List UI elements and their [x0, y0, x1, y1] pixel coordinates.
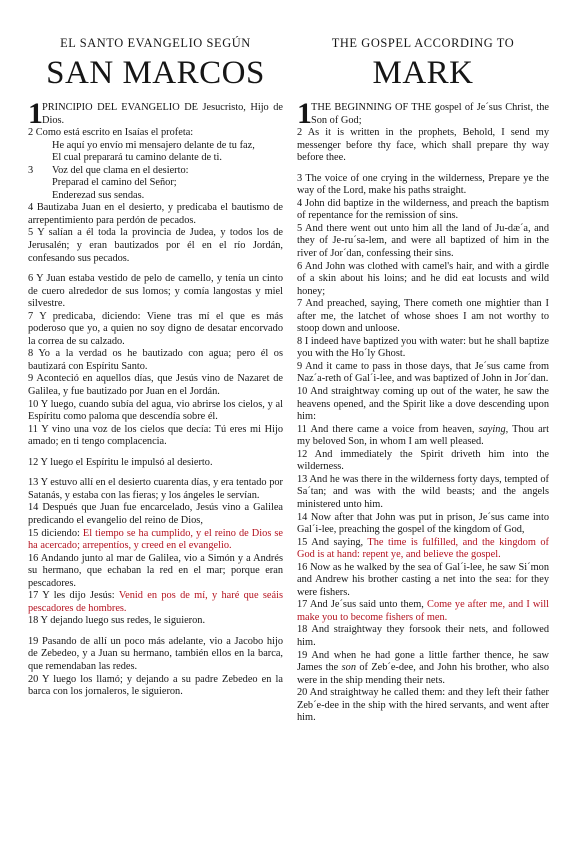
english-verse-19 [297, 650, 549, 688]
spanish-verse-3 [28, 165, 283, 203]
english-header [297, 36, 549, 102]
english-verse-15 [297, 537, 549, 562]
spanish-text [28, 97, 283, 699]
english-verse-11-italic: saying, [478, 423, 509, 435]
english-verse-6: 6 And John was clothed with camel's hair, and with a girdle of a skin about his loins; and he did eat locusts and wild honey; [297, 260, 549, 297]
spanish-verse-20: 20 Y luego los llamó; y dejando a su padre Zebedeo en la barca con los jornaleros, le siguieron. [28, 673, 283, 698]
english-verse-17-words-of-christ: Come ye after me, and I will make you to become fishers of men. [297, 599, 549, 623]
english-verse-15-words-of-christ: The time is fulfilled, and the kingdom of God is at hand: repent ye, and believe the gospel. [297, 536, 549, 561]
english-verse-19-part-1: 19 And when he had gone a little farther thence, he saw James the [297, 649, 549, 674]
english-verse-17 [297, 599, 549, 624]
spanish-verse-19: 19 Pasando de allí un poco más adelante, vio a Jacobo hijo de Zebedeo, y a Juan su hermano, también ellos en la barca, que remendaban las redes. [28, 635, 283, 672]
english-verse-1-text: THE BEGINNING OF THE gospel of Je´sus Christ, the Son of God; [311, 102, 549, 126]
spanish-verse-17 [28, 590, 283, 615]
english-text [297, 97, 549, 725]
english-verse-19-part-2: of Zeb´e-dee, and John his brother, who also were in the ship mending their nets. [297, 662, 549, 686]
spanish-header [28, 36, 283, 102]
spanish-verse-6: 6 Y Juan estaba vestido de pelo de camello, y tenía un cinto de cuero alrededor de sus lomos; y comía langostas y miel silvestre. [28, 273, 283, 310]
spanish-verse-14: 14 Después que Juan fue encarcelado, Jesús vino a Galilea predicando el evangelio del reino de Dios, [28, 502, 283, 526]
english-verse-19-italic: son [341, 662, 356, 674]
spanish-verse-15 [28, 528, 283, 553]
spanish-verse-5: 5 Y salían a él toda la provincia de Judea, y todos los de Jerusalén; y eran bautizados por él en el río Jordán, confesando sus pecados. [28, 227, 283, 264]
english-verse-15-intro: 15 And saying, [297, 536, 368, 548]
english-verse-8: 8 I indeed have baptized you with water: but he shall baptize you with the Ho´ly Ghost. [297, 335, 549, 360]
english-verse-4: 4 John did baptize in the wilderness, and preach the baptism of repentance for the remission of sins. [297, 197, 549, 222]
english-chapter-number: 1 [297, 97, 312, 130]
spanish-verse-7: 7 Y predicaba, diciendo: Viene tras mí el que es más poderoso que yo, a quien no soy digno de desatar encorvado la correa de su calzado. [28, 310, 283, 347]
spanish-chapter-number: 1 [28, 97, 43, 130]
spanish-verse-15-words-of-christ: El tiempo se ha cumplido, y el reino de Dios se ha acercado; arrepentíos, y creed en el evangelio. [28, 527, 283, 552]
english-verse-7: 7 And preached, saying, There cometh one mightier than I after me, the latchet of whose shoes I am not worthy to stoop down and unloose. [297, 298, 549, 335]
spanish-book-title: SAN MARCOS [46, 55, 265, 91]
spanish-verse-13: 13 Y estuvo allí en el desierto cuarenta días, y era tentado por Satanás, y estaba con las fieras; y los ángeles le servían. [28, 477, 283, 501]
english-verse-13: 13 And he was there in the wilderness forty days, tempted of Sa´tan; and was with the wild beasts; and the angels ministered unto him. [297, 473, 549, 510]
spanish-verse-18: 18 Y dejando luego sus redes, le siguieron. [28, 615, 206, 627]
spanish-verse-17-words-of-christ: Venid en pos de mí, y haré que seáis pescadores de hombres. [28, 590, 283, 614]
english-verse-16: 16 Now as he walked by the sea of Gal´i-lee, he saw Si´mon and Andrew his brother casting a net into the sea: for they were fishers. [297, 561, 549, 598]
spanish-verse-16: 16 Andando junto al mar de Galilea, vio a Simón y a Andrés su hermano, que echaban la red en el mar; porque eran pescadores. [28, 552, 283, 589]
spanish-verse-3-number: 3 [28, 164, 34, 176]
english-verse-11-part-2: Thou art my beloved Son, in whom I am well pleased. [297, 423, 549, 448]
spanish-verse-15-intro: 15 diciendo: [28, 527, 83, 539]
spanish-verse-1 [28, 97, 283, 130]
spanish-verse-2-line-2: El cual preparará tu camino delante de ti. [52, 152, 223, 164]
english-column [297, 36, 549, 725]
english-verse-11 [297, 424, 549, 449]
spanish-verse-3-line-3: Enderezad sus sendas. [52, 189, 145, 201]
spanish-verse-2 [28, 127, 283, 165]
english-book-title: MARK [372, 55, 474, 91]
english-verse-2: 2 As it is written in the prophets, Behold, I send my messenger before thy face, which shall prepare thy way before thee. [297, 127, 549, 164]
spanish-verse-10: 10 Y luego, cuando subía del agua, vio abrirse los cielos, y al Espíritu como paloma que descendía sobre él. [28, 398, 283, 423]
spanish-verse-8: 8 Yo a la verdad os he bautizado con agua; pero él os bautizará con Espíritu Santo. [28, 348, 283, 372]
spanish-verse-3-line-2: Preparad el camino del Señor; [52, 177, 177, 189]
english-verse-9: 9 And it came to pass in those days, that Je´sus came from Naz´a-reth of Gal´i-lee, and was baptized of John in Jor´dan. [297, 360, 549, 385]
english-verse-1 [297, 97, 549, 130]
spanish-verse-12: 12 Y luego el Espíritu le impulsó al desierto. [28, 456, 213, 468]
english-verse-5: 5 And there went out unto him all the land of Ju-dæ´a, and they of Je-ru´sa-lem, and were all baptized of him in the river of Jor´dan, confessing their sins. [297, 222, 549, 260]
spanish-verse-2-intro: 2 Como está escrito en Isaías el profeta: [28, 127, 194, 139]
english-verse-17-intro: 17 And Je´sus said unto them, [297, 599, 428, 611]
spanish-verse-3-text: Voz del que clama en el desierto: [52, 164, 189, 176]
spanish-verse-9: 9 Aconteció en aquellos días, que Jesús vino de Nazaret de Galilea, y fue bautizado por Juan en el Jordán. [28, 373, 283, 398]
spanish-verse-2-line-1: He aquí yo envío mi mensajero delante de tu faz, [52, 139, 255, 151]
spanish-verse-4: 4 Bautizaba Juan en el desierto, y predicaba el bautismo de arrepentimiento para perdón de pecados. [28, 202, 283, 226]
english-verse-3: 3 The voice of one crying in the wilderness, Prepare ye the way of the Lord, make his paths straight. [297, 172, 549, 197]
english-verse-14: 14 Now after that John was put in prison, Je´sus came into Gal´i-lee, preaching the gospel of the kingdom of God, [297, 511, 549, 536]
spanish-verse-3-line-1 [28, 165, 283, 178]
english-verse-20: 20 And straightway he called them: and they left their father Zeb´e-dee in the ship with the hired servants, and went after him. [297, 687, 549, 724]
spanish-verse-11: 11 Y vino una voz de los cielos que decía: Tú eres mi Hijo amado; en ti tengo complacencia. [28, 423, 283, 448]
english-verse-11-part-1: 11 And there came a voice from heaven, [297, 423, 479, 435]
english-subtitle: THE GOSPEL ACCORDING TO [331, 36, 515, 50]
spanish-subtitle: EL SANTO EVANGELIO SEGÚN [60, 36, 251, 50]
english-verse-12: 12 And immediately the Spirit driveth him into the wilderness. [297, 448, 549, 473]
spanish-verse-1-text: PRINCIPIO DEL EVANGELIO DE Jesucristo, Hijo de Dios. [42, 102, 283, 126]
english-verse-18: 18 And straightway they forsook their nets, and followed him. [297, 624, 549, 648]
spanish-column [28, 36, 283, 699]
spanish-verse-17-intro: 17 Y les dijo Jesús: [28, 590, 119, 602]
english-verse-10: 10 And straightway coming up out of the water, he saw the heavens opened, and the Spirit like a dove descending upon him: [297, 386, 549, 423]
